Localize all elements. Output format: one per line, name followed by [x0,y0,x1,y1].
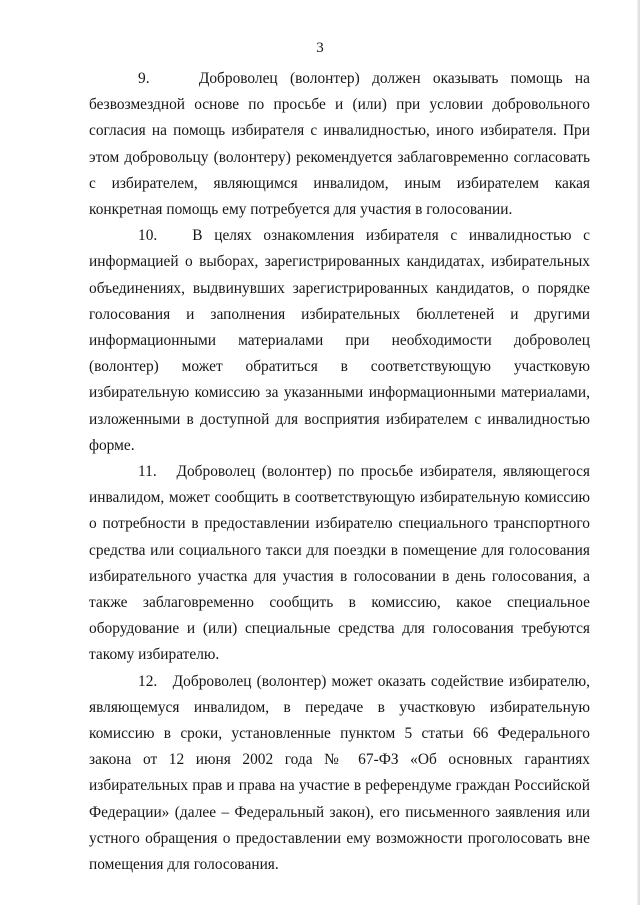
paragraph-12: 12. Доброволец (волонтер) может оказать содействие избирателю, являющемуся инвалидом, в передаче в участковую избирательную комиссию в сроки, установленные пунктом 5 статьи 66 Федерального закона от 12 июня 2002 года № 67-ФЗ «Об основных гарантиях избирательных прав и права на участие в референдуме граждан Российской Федерации» (далее – Федеральный закон), его письменного заявления или устного обращения о предоставлении ему возможности проголосовать вне помещения для голосования. [89,672,590,874]
paragraph-9: 9. Доброволец (волонтер) должен оказывать помощь на безвозмездной основе по просьбе и (или) при условии добровольного согласия на помощь избирателя с инвалидностью, иного избирателя. При этом добровольцу (волонтеру) рекомендуется заблаговременно согласовать с избирателем, являющимся инвалидом, иным избирателем какая конкретная помощь ему потребуется для участия в голосовании. [89,70,590,219]
page-number: 3 [316,40,324,56]
paragraph-11: 11. Доброволец (волонтер) по просьбе избирателя, являющегося инвалидом, может сообщить в соответствующую избирательную комиссию о потребности в предоставлении избирателю специального транспортного средства или социального такси для поездки в помещение для голосования избирательного участка для участия в голосовании в день голосования, а также заблаговременно сообщить в комиссию, какое специальное оборудование и (или) специальные средства для голосования требуются такому избирателю. [89,463,590,664]
paragraph-10: 10. В целях ознакомления избирателя с инвалидностью с информацией о выборах, зарегистрированных кандидатах, избирательных объединениях, выдвинувших зарегистрированных кандидатов, о порядке голосования и заполнения избирательных бюллетеней и другими информационными материалами при необходимости доброволец (волонтер) может обратиться в соответствующую участковую избирательную комиссию за указанными информационными материалами, изложенными в доступной для восприятия избирателем с инвалидностью форме. [89,227,590,454]
document-body [89,66,590,878]
